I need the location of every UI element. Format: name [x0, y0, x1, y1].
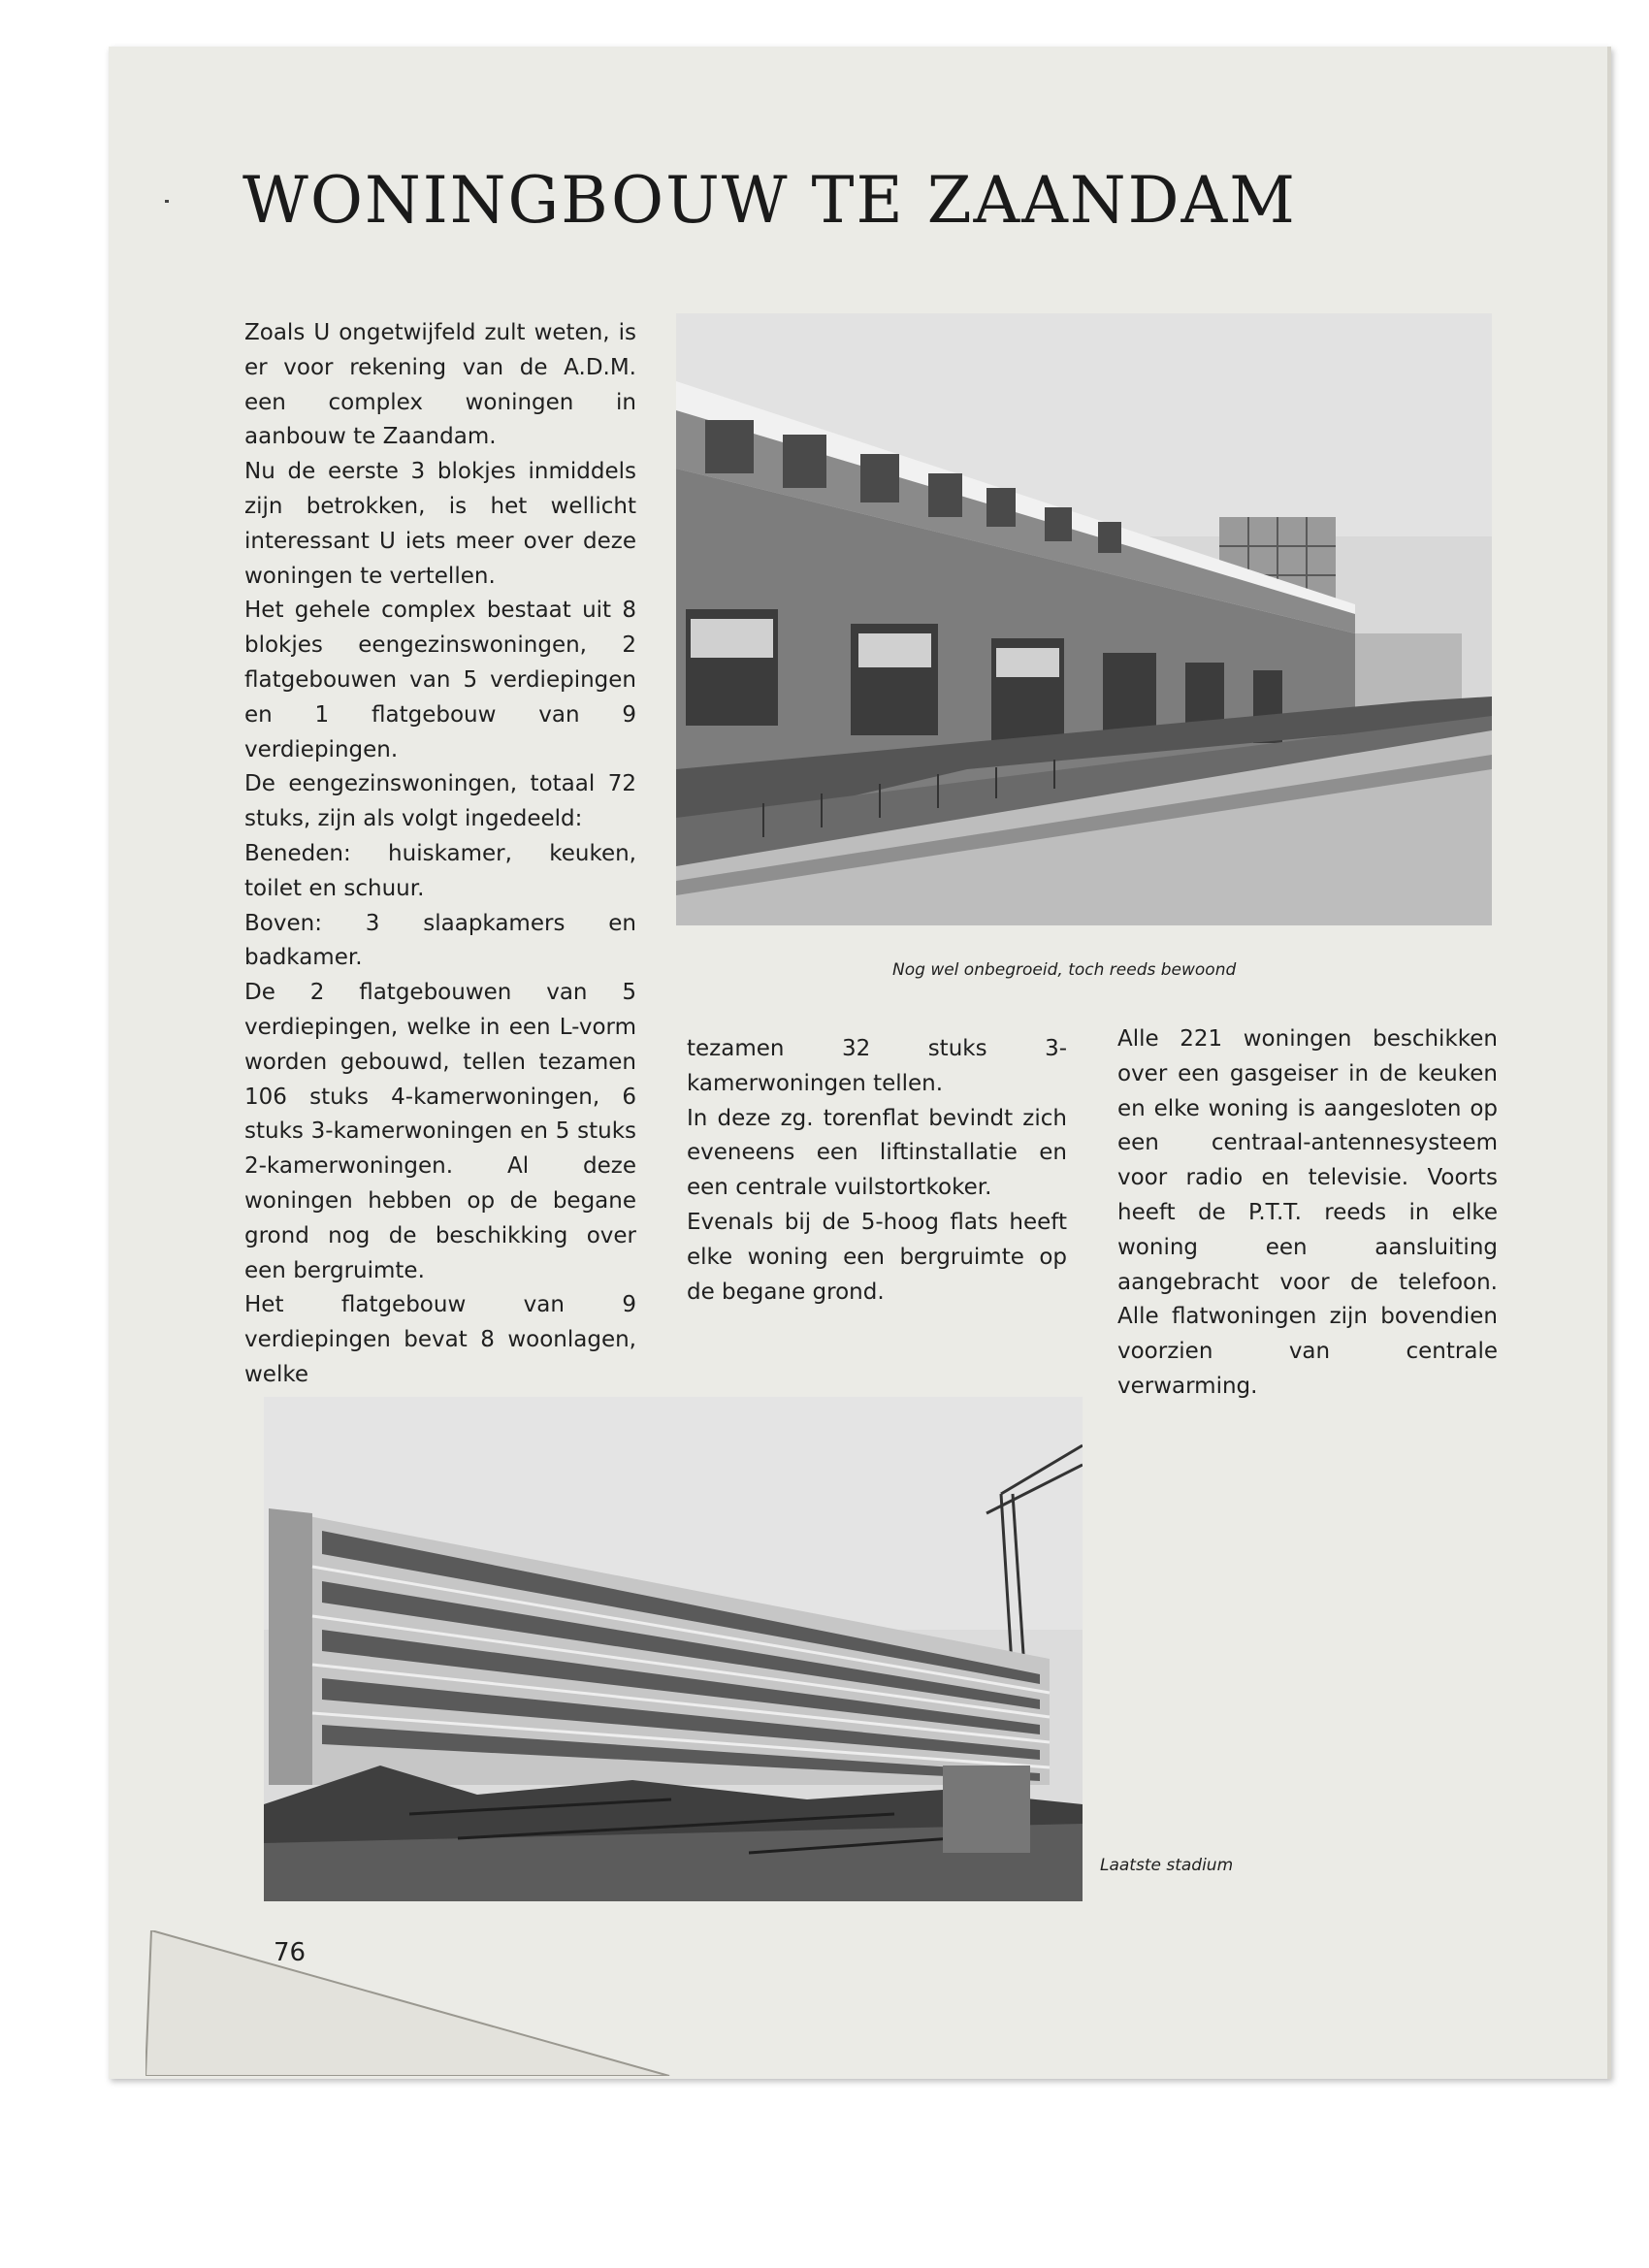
page-title: WONINGBOUW TE ZAANDAM — [242, 163, 1297, 238]
photo-caption: Laatste stadium — [1100, 1856, 1234, 1875]
paragraph: De eengezinswoningen, totaal 72 stuks, zijn als volgt ingedeeld: — [244, 771, 636, 832]
paragraph: Het flatgebouw van 9 verdiepingen bevat 8 woonlagen, welke — [244, 1292, 636, 1387]
paragraph: Zoals U ongetwijfeld zult weten, is er voor rekening van de A.D.M. een complex woningen in aanbouw te Zaandam. — [244, 320, 636, 450]
paragraph: Evenals bij de 5-hoog flats heeft elke woning een bergruimte op de begane grond. — [687, 1209, 1067, 1305]
paragraph: Boven: 3 slaapkamers en badkamer. — [244, 910, 636, 971]
paragraph: In deze zg. torenflat bevindt zich eveneens een liftinstallatie en een centrale vuilstortkoker. — [687, 1105, 1067, 1201]
paragraph: De 2 flatgebouwen van 5 verdiepingen, welke in een L-vorm worden gebouwd, tellen tezamen 106 stuks 4-kamerwoningen, 6 stuks 3-kamerwoningen en 5 stuks 2-kamerwoningen. Al deze woningen hebben op de begane grond nog de beschikking over een bergruimte. — [244, 980, 636, 1283]
paragraph: Nu de eerste 3 blokjes inmiddels zijn betrokken, is het wellicht interessant U iets meer over deze woningen te vertellen. — [244, 459, 636, 589]
photo-flat-building — [264, 1397, 1083, 1901]
article-column-3 — [1117, 1022, 1498, 1405]
page-number: 76 — [274, 1938, 307, 1967]
photo-caption: Nog wel onbegroeid, toch reeds bewoond — [892, 960, 1237, 980]
photo-row-houses — [676, 313, 1492, 925]
ink-speck — [165, 200, 169, 203]
paragraph: Het gehele complex bestaat uit 8 blokjes eengezinswoningen, 2 flatgebouwen van 5 verdiepingen en 1 flatgebouw van 9 verdiepingen. — [244, 598, 636, 762]
article-column-1 — [244, 316, 636, 1393]
torn-corner — [146, 1930, 689, 2076]
paragraph: tezamen 32 stuks 3-kamerwoningen tellen. — [687, 1036, 1067, 1096]
article-column-2 — [687, 1032, 1067, 1310]
paragraph: Beneden: huiskamer, keuken, toilet en schuur. — [244, 840, 636, 901]
paragraph: Alle 221 woningen beschikken over een gasgeiser in de keuken en elke woning is aangesloten op een centraal-antennesysteem voor radio en televisie. Voorts heeft de P.T.T. reeds in elke woning een aansluiting aangebracht voor de telefoon. Alle flatwoningen zijn bovendien voorzien van centrale verwarming. — [1117, 1026, 1498, 1399]
